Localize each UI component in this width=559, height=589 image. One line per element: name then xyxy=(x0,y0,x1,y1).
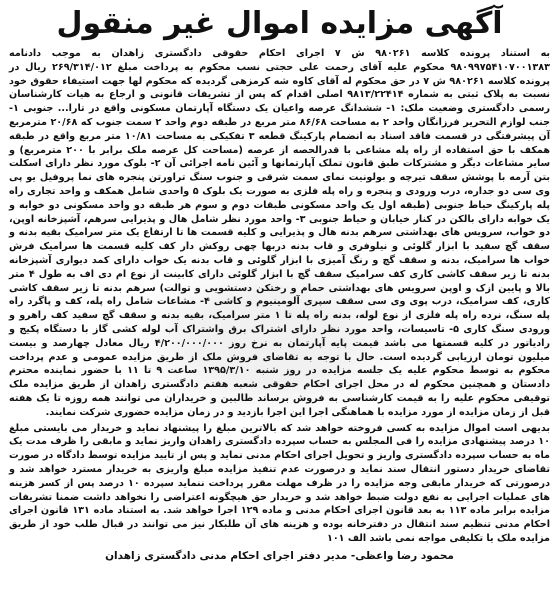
notice-paragraph-main: به استناد پرونده کلاسه ۹۸۰۲۶۱ ش ۷ اجرای احکام حقوقی دادگستری زاهدان به موجب دادنامه ۹۸۰۹۹۷۵۴۱۰۷۰۰۱۳۸۳ محکوم علیه آقای رحمت علی حجتی نسب محکوم به پرداخت مبلغ ۲۶۹/۳۱۴/۰۱۲ ریال در پرونده کلاسه ۹۸۰۲۶۱ ش ۷ در حق محکوم له آقای کاوه شه کرمزهی گردیده که محکوم لها جهت استیفاء حقوق خود نسبت به پلاک ثبتی به شماره ۹۸۱۳/۲۲۴۱۴ اصلی اقدام که پس از تشریفات قانونی و ارجاع به هیات کارشناسان رسمی دادگستری وضعیت ملک: ۱- ششدانگ عرصه واعیان یک دستگاه آپارتمان مسکونی واقع در تارا... جنوبی ۱- جنب لوازم التحریر فرزانگان واحد ۲ به مساحت ۸۶/۶۸ متر مربع در طبقه دوم واحد ۲ سمت جنوب که ۲۰/۶۸ مترمربع آن پیشرفتگی در قسمت فاقد اسناد به انضمام پارکینگ قطعه ۳ تفکیکی به مساحت ۱۰/۸۱ متر مربع واقع در طبقه همکف با حق استفاده از راه پله مشاعی با قدرالحصه از عرصه (مساحت کل عرصه ملک برابر با ۲۰۰ مترمربع) و سایر مشاعات دیگر و مشترکات طبق قانون تملک آپارتمانها و آئین نامه اجرائی آن ۲- بلوک مورد نظر دارای اسکلت بتن آرمه با پوشش سقف تیرچه و بولونیت نمای سمت شرقی و جنوب سنگ تراورتن پنجره های نما پروفیل یو پی وی سی دو جداره، درب ورودی و پنجره و راه پله فلزی به صورت یک بلوک ۵ واحدی شامل همکف و واحد تجاری راه پله پارکینگ حیاط جنوبی (طبقه اول یک واحد مسکونی طبقات دوم و سوم هر طبقه دو واحد مسکونی دو خوابه و یک خوابه دارای بالکن در کنار خیابان و حیاط جنوبی ۳- واحد مورد نظر شامل هال و پذیرایی سرهم، آشپزخانه اوپن، دو خواب، سرویس های بهداشتی سرهم بدنه هال و پذیرایی و کلیه قسمت ها تا ارتفاع یک متر سرامیک بقیه بدنه و سقف گچ سفید با ابزار گلوئی و نیلوفری و قاب بدنه دربها چهی روکش دار کف کلیه قسمت ها سرامیک فرش خواب ها سرامیک، بدنه و سقف گچ و رنگ آمیزی با ابزار گلوئی و قاب بدنه یک خواب دارای کمد دیواری آشپزخانه بدنه تا زیر سقف کاشی کاری کف سرامیک سقف گچ با ابزار گلوئی دارای کابینت از نوع ام دی اف به طول ۴ متر بالا و پایین ازک و اوپن سرویس های بهداشتی حمام و رختکن دستشویی و توالت) سرهم بدنه تا زیر سقف کاشی کاری، کف سرامیک، درب پوی وی سی سقف سپری آلومینیوم و کاشی ۴- مشاعات شامل راه پله، کف و پاگرد راه پله سنگ، نرده راه پله فلزی از نوع لوله، بدنه راه پله تا ۱ متر سرامیک، بقیه بدنه و سقف گچ سفید کف راهرو و ورودی سنگ کاری ۵- تاسیسات، واحد مورد نظر دارای اشتراک برق واشتراک آب لوله کشی گاز با دستگاه پکیج و رادیاتور در کلیه قسمتها می باشد قیمت پایه آپارتمان به نرخ روز ۴/۲۰۰/۰۰۰/۰۰۰ ریال معادل چهارصد و بیست میلیون تومان ارزیابی گردیده است. حال با توجه به تقاضای فروش ملک از طریق مزایده عمومی و عدم پرداخت محکوم به توسط محکوم علیه یک جلسه مزایده در روز شنبه ۱۳۹۵/۳/۱۰ ساعت ۹ تا ۱۱ با حضور نماینده محترم دادستان و همچنین محکوم له در محل اجرای احکام حقوقی شعبه هفتم دادگستری زاهدان از طریق مزایده ملک توقیفی محکوم علیه را به قیمت کارشناسی به فروش برساند طالبین و خریداران می توانند همه روزه تا یک هفته قبل از زمان مزایده از مورد مزایده با هماهنگی اجرا این اجرا بازدید و در زمان مزایده حضوری شرکت نمایند. xyxy=(9,48,551,418)
notice-signature: محمود رضا واعظی- مدیر دفتر اجرای احکام مدنی دادگستری زاهدان xyxy=(105,549,454,562)
notice-paragraph-terms: بدیهی است اموال مزایده به کسی فروخته خواهد شد که بالاترین مبلغ را پیشنهاد نماید و خریدار می بایستی مبلغ ۱۰ درصد پیشنهادی مزایده را فی المجلس به حساب سپرده دادگستری زاهدان واریز نماید و مابقی را ظرف مدت یک ماه به حساب سپرده دادگستری واریز و تحویل اجرای احکام مدنی نماید و پس از تایید مزایده توسط دادگاه در صورت تقاضای خریدار دستور انتقال سند نماید و درصورت عدم تنفیذ مزایده مبلغ واریزی به خریدار مسترد خواهد شد و درصورتی که خریدار مابقی وجه مزایده را در ظرف مهلت مقرر پرداخت ننماید سپرده ۱۰ درصد پس از کسر هزینه های عملیات اجرایی به نفع دولت ضبط خواهد شد و خریدار حق هیچگونه اعتراضی را نخواهد داشت ضمنا تشریفات مزایده برابر ماده ۱۱۳ به بعد قانون اجرای احکام مدنی و ماده ۱۲۹ اجرا خواهد شد. به استناد ماده ۱۳۱ قانون اجرای احکام مدنی تنظیم سند انتقال در دفترخانه بوده و هزینه های آن طلبکار نیز می توانند در قبال طلب خود از طریق مزایده ملک یا تکلیفی مواجه نمی باشد الف ۱۰۱ xyxy=(9,422,551,544)
notice-title: آگهی مزایده اموال غیر منقول xyxy=(56,6,503,41)
